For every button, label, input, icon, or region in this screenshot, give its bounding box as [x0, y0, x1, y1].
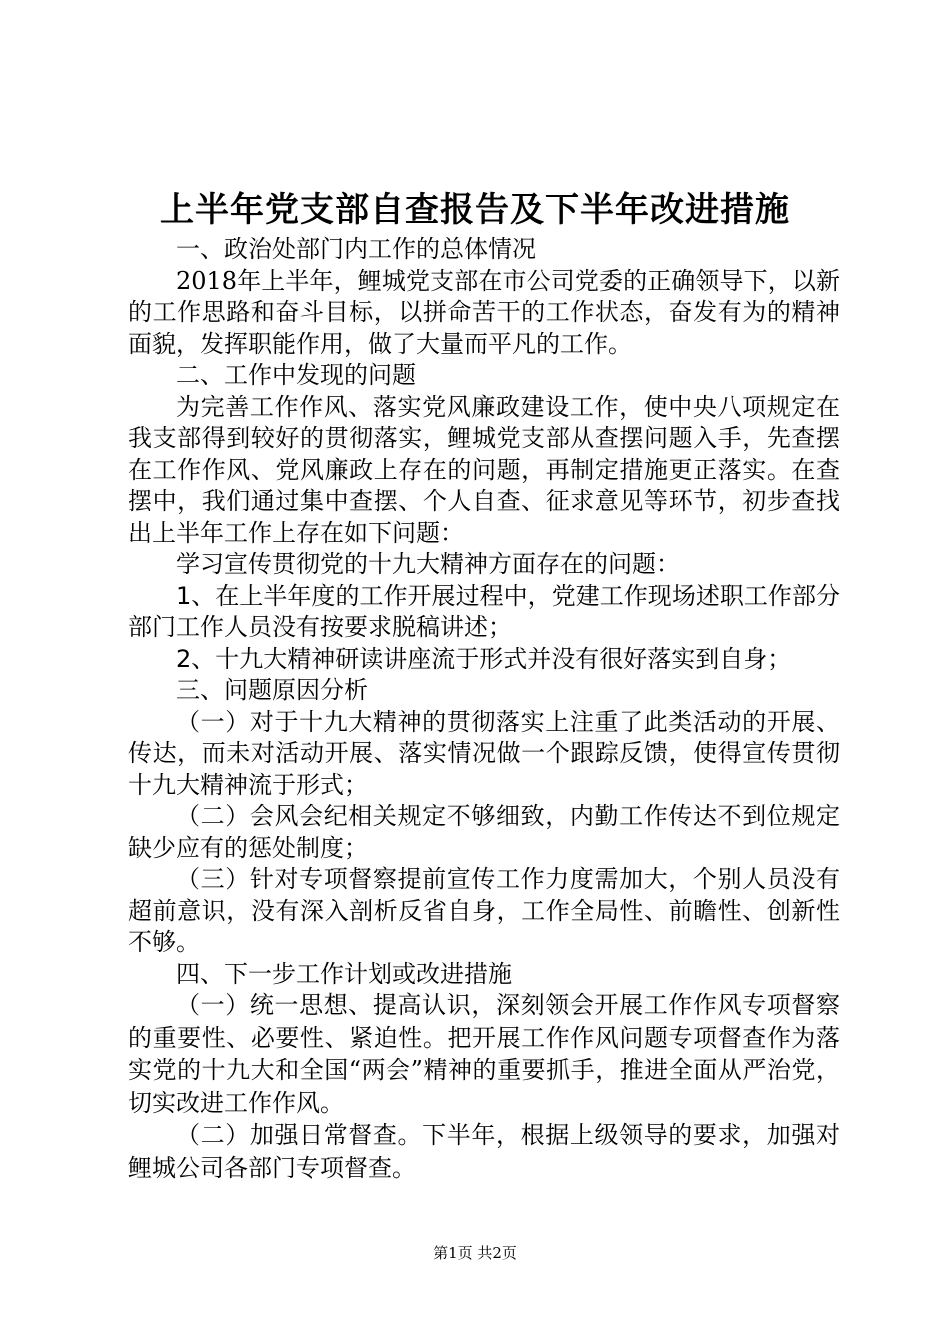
list-item-text: 把开展工作作风问题专项督查作为落实党的十九大和全国“两会”精神的重要抓手，推进全面从严治党，切实改进工作作风。: [128, 1023, 841, 1117]
list-item: （一）对于十九大精神的贯彻落实上注重了此类活动的开展、传达，而未对活动开展、落实情况做一个跟踪反馈，使得宣传贯彻十九大精神流于形式；: [128, 707, 840, 799]
list-item: [128, 1120, 840, 1185]
document-title: 上半年党支部自查报告及下半年改进措施: [160, 190, 790, 230]
paragraph: 学习宣传贯彻党的十九大精神方面存在的问题：: [176, 550, 680, 578]
list-item-text: 下半年，根据上级领导的要求，加强对鲤城公司各部门专项督查。: [128, 1121, 841, 1182]
list-item: （二）会风会纪相关规定不够细致，内勤工作传达不到位规定缺少应有的惩处制度；: [128, 802, 840, 862]
document-body: [128, 234, 840, 1185]
list-item-lead: （一）统一思想、提高认识，深刻领会开展工作作风专项督察的重要性、必要性、紧迫性。: [128, 991, 840, 1052]
list-item: [128, 990, 840, 1120]
paragraph: 2018年上半年，鲤城党支部在市公司党委的正确领导下，以新的工作思路和奋斗目标，以拼命苦干的工作状态，奋发有为的精神面貌，发挥职能作用，做了大量而平凡的工作。: [128, 266, 840, 358]
list-item: 2、十九大精神研读讲座流于形式并没有很好落实到自身；: [176, 644, 792, 673]
list-item: （三）针对专项督察提前宣传工作力度需加大，个别人员没有超前意识，没有深入剖析反省自身，工作全局性、前瞻性、创新性不够。: [128, 865, 840, 956]
list-item-lead: （二）加强日常督查。: [176, 1121, 423, 1149]
section-heading-3: 三、问题原因分析: [176, 676, 368, 704]
paragraph: 为完善工作作风、落实党风廉政建设工作，使中央八项规定在我支部得到较好的贯彻落实，鲤城党支部从查摆问题入手，先查摆在工作作风、党风廉政上存在的问题，再制定措施更正落实。在查摆中，我们通过集中查摆、个人自查、征求意见等环节，初步查找出上半年工作上存在如下问题：: [128, 392, 840, 547]
section-heading-4: 四、下一步工作计划或改进措施: [176, 959, 512, 988]
list-item: 1、在上半年度的工作开展过程中，党建工作现场述职工作部分部门工作人员没有按要求脱稿讲述；: [128, 581, 840, 641]
page-footer: 第1页 共2页: [433, 1244, 517, 1262]
section-heading-1: 一、政治处部门内工作的总体情况: [176, 235, 536, 263]
section-heading-2: 二、工作中发现的问题: [176, 361, 416, 389]
